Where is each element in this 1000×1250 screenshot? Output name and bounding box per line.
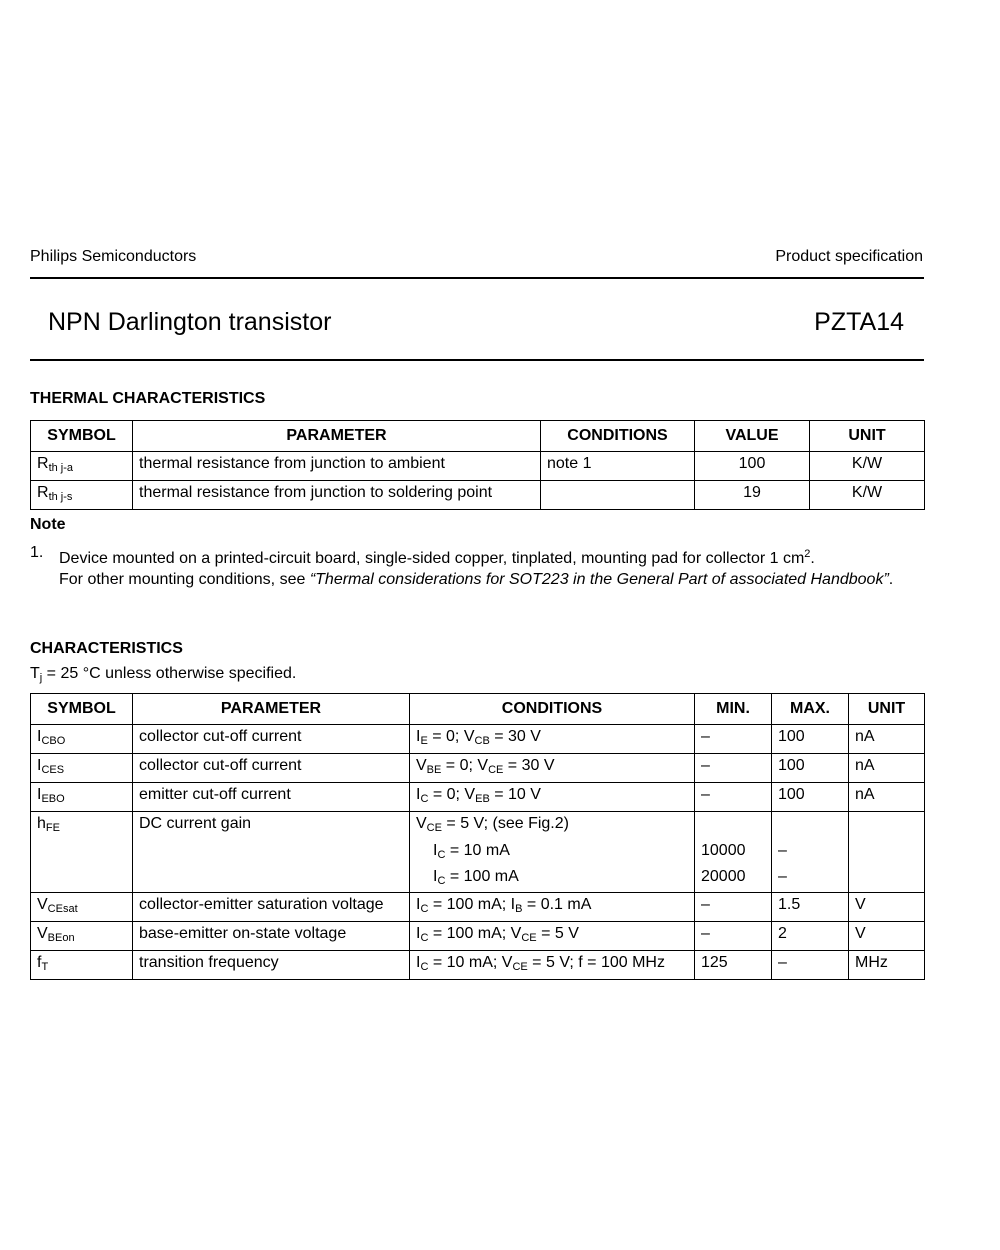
note-title: Note: [30, 516, 66, 533]
table-row: [31, 725, 925, 754]
cell-unit: nA: [849, 754, 925, 783]
cell-unit: MHz: [849, 950, 925, 979]
cell-conditions: $I_C = 100$ mA; $I_B = 0.1$ mA: [410, 892, 695, 921]
characteristics-condition-note: $T_j = 25$ °C unless otherwise specified.: [30, 665, 297, 684]
table-row: [31, 452, 925, 481]
cell-symbol: $I_{EBO}$: [31, 783, 133, 812]
cell-parameter: emitter cut-off current: [133, 783, 410, 812]
cell-conditions: $I_C = 100$ mA; $V_{CE} = 5$ V: [410, 921, 695, 950]
table-row: [31, 950, 925, 979]
cell-max: – –: [772, 812, 849, 893]
note-text: Device mounted on a printed-circuit board, single-sided copper, tinplated, mounting pad for collector 1 $cm^2$. For other mounting conditions, see “Thermal considerations for SOT223 in the General Part of associated Handbook”.: [59, 548, 894, 588]
cell-conditions: $I_C = 10$ mA; $V_{CE} = 5$ V; f = 100 MHz: [410, 950, 695, 979]
table-row: [31, 892, 925, 921]
cell-symbol: $V_{CEsat}$: [31, 892, 133, 921]
table-row: [31, 921, 925, 950]
cell-symbol: $R_{th j-s}$: [31, 481, 133, 510]
cell-symbol: $f_T$: [31, 950, 133, 979]
thermal-section-title: THERMAL CHARACTERISTICS: [30, 390, 266, 407]
header-company: Philips Semiconductors: [30, 248, 197, 265]
cell-min: –: [695, 921, 772, 950]
cell-unit: K/W: [810, 452, 925, 481]
cell-max: 100: [772, 754, 849, 783]
cell-parameter: thermal resistance from junction to soldering point: [133, 481, 541, 510]
cell-symbol: $I_{CES}$: [31, 754, 133, 783]
cell-conditions: $V_{BE} = 0$; $V_{CE} = 30$ V: [410, 754, 695, 783]
cell-unit: K/W: [810, 481, 925, 510]
col-header-conditions: CONDITIONS: [541, 421, 695, 452]
title-rule: [30, 359, 924, 361]
cell-symbol: $I_{CBO}$: [31, 725, 133, 754]
cell-parameter: transition frequency: [133, 950, 410, 979]
col-header-min: MIN.: [695, 694, 772, 725]
cell-conditions: $I_C = 0$; $V_{EB} = 10$ V: [410, 783, 695, 812]
characteristics-section-title: CHARACTERISTICS: [30, 640, 183, 657]
cell-unit: [849, 812, 925, 893]
col-header-conditions: CONDITIONS: [410, 694, 695, 725]
table-row: [31, 481, 925, 510]
cell-symbol: $h_{FE}$: [31, 812, 133, 893]
cell-max: 2: [772, 921, 849, 950]
cell-parameter: collector cut-off current: [133, 754, 410, 783]
cell-symbol: $R_{th j-a}$: [31, 452, 133, 481]
cell-value: 19: [695, 481, 810, 510]
cell-min: –: [695, 754, 772, 783]
col-header-unit: UNIT: [849, 694, 925, 725]
cell-value: 100: [695, 452, 810, 481]
cell-parameter: thermal resistance from junction to ambient: [133, 452, 541, 481]
document-title: NPN Darlington transistor: [48, 308, 332, 336]
header-rule: [30, 277, 924, 279]
cell-unit: nA: [849, 725, 925, 754]
cell-conditions: $V_{CE} = 5$ V; (see Fig.2) $I_C = 10$ mA $I_C = 100$ mA: [410, 812, 695, 893]
cell-max: 100: [772, 783, 849, 812]
table-row: [31, 812, 925, 893]
table-header-row: [31, 694, 925, 725]
col-header-symbol: SYMBOL: [31, 421, 133, 452]
cell-symbol: $V_{BEon}$: [31, 921, 133, 950]
cell-max: –: [772, 950, 849, 979]
col-header-unit: UNIT: [810, 421, 925, 452]
cell-conditions: note 1: [541, 452, 695, 481]
col-header-max: MAX.: [772, 694, 849, 725]
cell-min: –: [695, 892, 772, 921]
thermal-table: [30, 420, 925, 510]
cell-min: 10000 20000: [695, 812, 772, 893]
cell-unit: nA: [849, 783, 925, 812]
cell-min: –: [695, 783, 772, 812]
cell-parameter: DC current gain: [133, 812, 410, 893]
cell-max: 100: [772, 725, 849, 754]
col-header-symbol: SYMBOL: [31, 694, 133, 725]
cell-min: –: [695, 725, 772, 754]
cell-max: 1.5: [772, 892, 849, 921]
col-header-parameter: PARAMETER: [133, 421, 541, 452]
cell-conditions: [541, 481, 695, 510]
cell-conditions: $I_E = 0$; $V_{CB} = 30$ V: [410, 725, 695, 754]
cell-parameter: base-emitter on-state voltage: [133, 921, 410, 950]
part-number: PZTA14: [814, 308, 904, 336]
characteristics-table: [30, 693, 925, 980]
cell-parameter: collector-emitter saturation voltage: [133, 892, 410, 921]
table-header-row: [31, 421, 925, 452]
cell-min: 125: [695, 950, 772, 979]
col-header-parameter: PARAMETER: [133, 694, 410, 725]
note-number: 1.: [30, 544, 44, 561]
col-header-value: VALUE: [695, 421, 810, 452]
cell-parameter: collector cut-off current: [133, 725, 410, 754]
cell-unit: V: [849, 892, 925, 921]
cell-unit: V: [849, 921, 925, 950]
table-row: [31, 754, 925, 783]
table-row: [31, 783, 925, 812]
header-doc-type: Product specification: [775, 248, 923, 265]
